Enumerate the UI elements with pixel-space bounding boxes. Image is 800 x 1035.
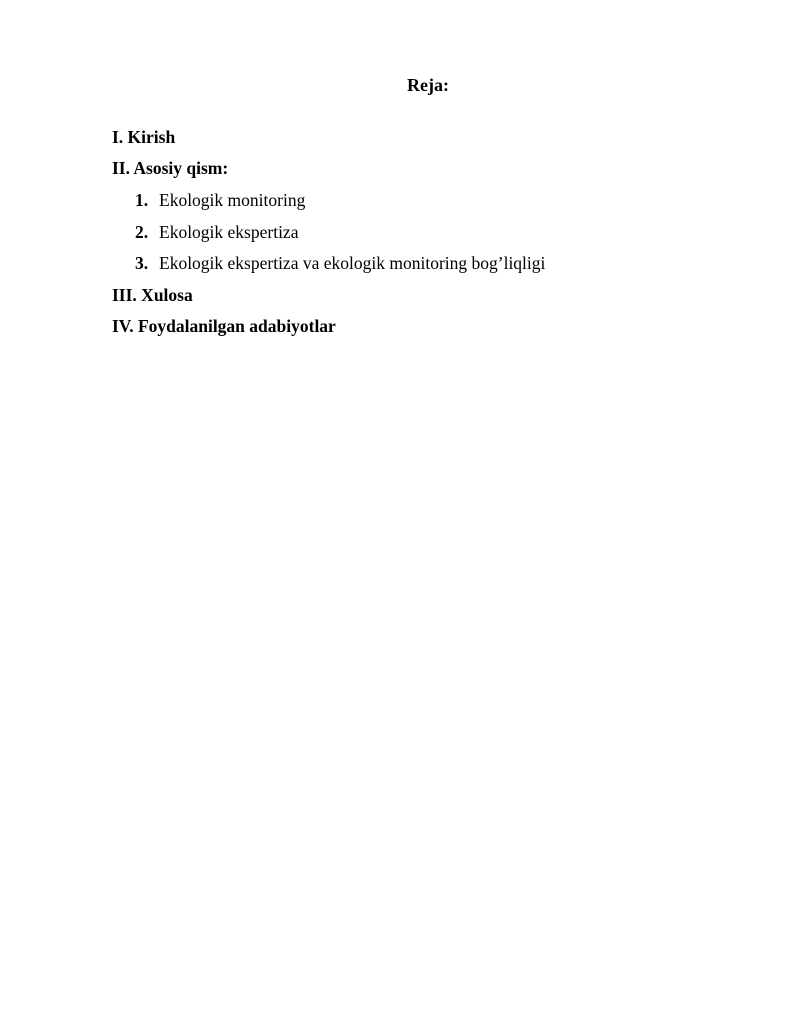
- section-kirish: I. Kirish: [112, 126, 176, 147]
- subitem-number: 2.: [135, 221, 149, 242]
- page-title: Reja:: [407, 75, 449, 95]
- outline-list: [112, 121, 752, 342]
- subitem-bogliqligi: [112, 247, 752, 279]
- subitem-ekologik-monitoring: [112, 184, 752, 216]
- subitem-ekologik-ekspertiza: [112, 216, 752, 248]
- subitem-text: Ekologik ekspertiza: [159, 221, 299, 242]
- section-xulosa: III. Xulosa: [112, 284, 193, 305]
- section-asosiy-qism: II. Asosiy qism:: [112, 158, 229, 179]
- subitem-text: Ekologik ekspertiza va ekologik monitoring bog’liqligi: [159, 253, 546, 274]
- section-foydalanilgan-adabiyotlar: IV. Foydalanilgan adabiyotlar: [112, 316, 336, 337]
- subitem-number: 3.: [135, 253, 149, 274]
- subitem-number: 1.: [135, 189, 149, 210]
- subitem-text: Ekologik monitoring: [159, 189, 306, 210]
